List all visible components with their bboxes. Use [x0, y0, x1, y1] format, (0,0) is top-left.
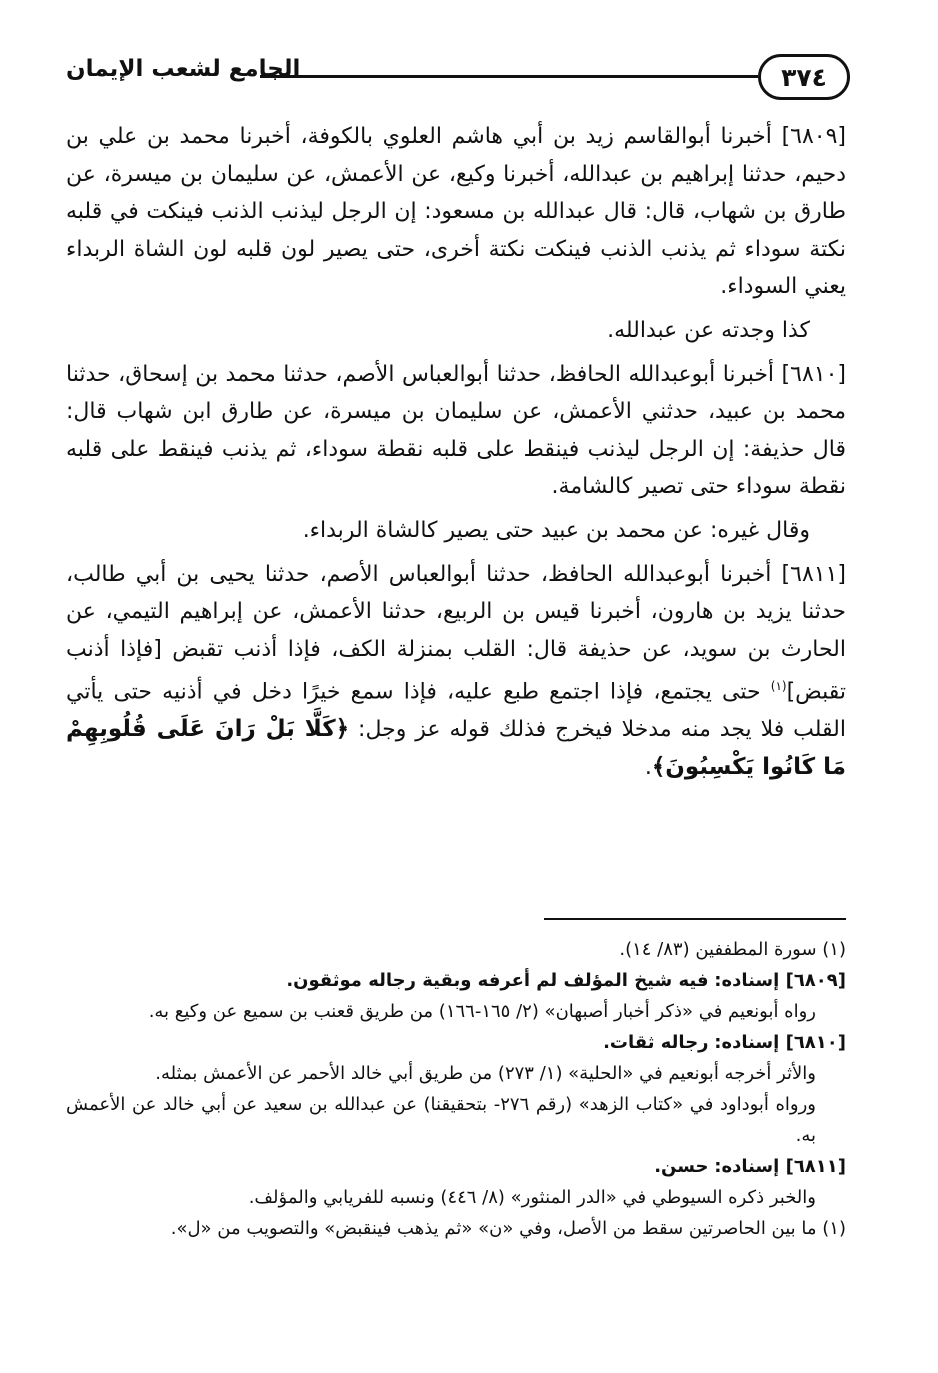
footnote-source: والأثر أخرجه أبونعيم في «الحلية» (١/ ٢٧٣) من طريق أبي خالد الأحمر عن الأعمش بمثله.: [155, 1063, 816, 1084]
hadith-number: [٦٨١١]: [781, 561, 846, 587]
book-title: الجامع لشعب الإيمان: [66, 56, 301, 82]
hadith-6809: [66, 118, 846, 306]
footnote-label: [٦٨٠٩] إسناده:: [714, 970, 846, 991]
main-text: [66, 118, 846, 786]
page-header: [60, 46, 850, 108]
hadith-text: أخبرنا أبوعبدالله الحافظ، حدثنا أبوالعباس الأصم، حدثنا يحيى بن أبي طالب، حدثنا يزيد بن هارون، أخبرنا قيس بن الربيع، حدثنا الأعمش، عن إبراهيم التيمي، عن الحارث بن سويد، عن حذيفة قال: القلب بمنزلة الكف، فإذا أذنب تقبض [فإذا أذنب تقبض]: [66, 561, 847, 705]
sentence-end: .: [644, 754, 652, 780]
footnote-quran-ref: (١) سورة المطففين (٨٣/ ١٤).: [619, 939, 846, 960]
footnote-source: رواه أبونعيم في «ذكر أخبار أصبهان» (٢/ ١٦٥-١٦٦) من طريق قعنب بن سميع عن وكيع به.: [148, 1001, 816, 1022]
footnote-grading: رجاله ثقات.: [603, 1032, 709, 1053]
hadith-text: أخبرنا أبوالقاسم زيد بن أبي هاشم العلوي بالكوفة، أخبرنا محمد بن علي بن دحيم، حدثنا إبراهيم بن عبدالله، أخبرنا وكيع، عن الأعمش، عن سليمان بن ميسرة، عن طارق بن شهاب، قال: قال عبدالله بن مسعود: إن الرجل ليذنب الذنب فينكت في قلبه نكتة سوداء ثم يذنب الذنب فينكت نكتة أخرى، حتى يصير لون قلبه لون الشاة الربداء يعني السوداء.: [66, 124, 846, 300]
footnote-source: ورواه أبوداود في «كتاب الزهد» (رقم ٢٧٦- بتحقيقنا) عن عبدالله بن سعيد عن أبي خالد عن الأعمش به.: [66, 1094, 817, 1146]
page-number: ٣٧٤: [781, 62, 827, 92]
footnote-label: [٦٨١١] إسناده:: [714, 1156, 846, 1177]
footnote-separator: [544, 918, 846, 920]
hadith-text: أخبرنا أبوعبدالله الحافظ، حدثنا أبوالعباس الأصم، حدثنا محمد بن إسحاق، حدثنا محمد بن عبيد، حدثني الأعمش، عن سليمان بن ميسرة، عن طارق ابن شهاب قال: قال حذيفة: إن الرجل ليذنب فينقط على قلبه نقطة سوداء، ثم يذنب فينقط على قلبه نقطة سوداء حتى تصير كالشامة.: [66, 361, 846, 500]
hadith-number: [٦٨٠٩]: [781, 124, 847, 149]
footnote-label: [٦٨١٠] إسناده:: [714, 1032, 846, 1053]
page-number-badge: [758, 54, 850, 100]
hadith-text-continued: حتى يجتمع، فإذا اجتمع طبع عليه، فإذا سمع خيرًا دخل في أذنيه حتى يأتي القلب فلا يجد منه مدخلا فيخرج فذلك قوله عز وجل:: [66, 679, 846, 743]
footnote-grading: فيه شيخ المؤلف لم أعرفه وبقية رجاله موثقون.: [286, 970, 709, 991]
hadith-number: [٦٨١٠]: [781, 361, 846, 387]
hadith-note: وقال غيره: عن محمد بن عبيد حتى يصير كالشاة الربداء.: [302, 517, 810, 543]
hadith-note: كذا وجدته عن عبدالله.: [607, 317, 810, 343]
hadith-6811: [66, 556, 846, 787]
footnote-grading: حسن.: [654, 1156, 709, 1177]
quran-verse: ﴿كَلَّا بَلْ رَانَ عَلَى قُلُوبِهِمْ مَا كَانُوا يَكْسِبُونَ﴾: [66, 716, 846, 780]
footnote-6810: [66, 1027, 846, 1058]
footnote-6811: [66, 1151, 846, 1182]
footnote-6809: [66, 965, 846, 996]
footnote-source: والخبر ذكره السيوطي في «الدر المنثور» (٨/ ٤٤٦) ونسبه للفريابي والمؤلف.: [248, 1187, 816, 1208]
footnote-bracket-note: (١) ما بين الحاصرتين سقط من الأصل، وفي «ن» «ثم يذهب فينقبض» والتصويب من «ل».: [170, 1218, 846, 1239]
hadith-6810: [66, 356, 846, 506]
footnotes: [66, 934, 846, 1244]
header-rule: [260, 75, 758, 78]
footnote-marker: (١): [770, 679, 787, 694]
